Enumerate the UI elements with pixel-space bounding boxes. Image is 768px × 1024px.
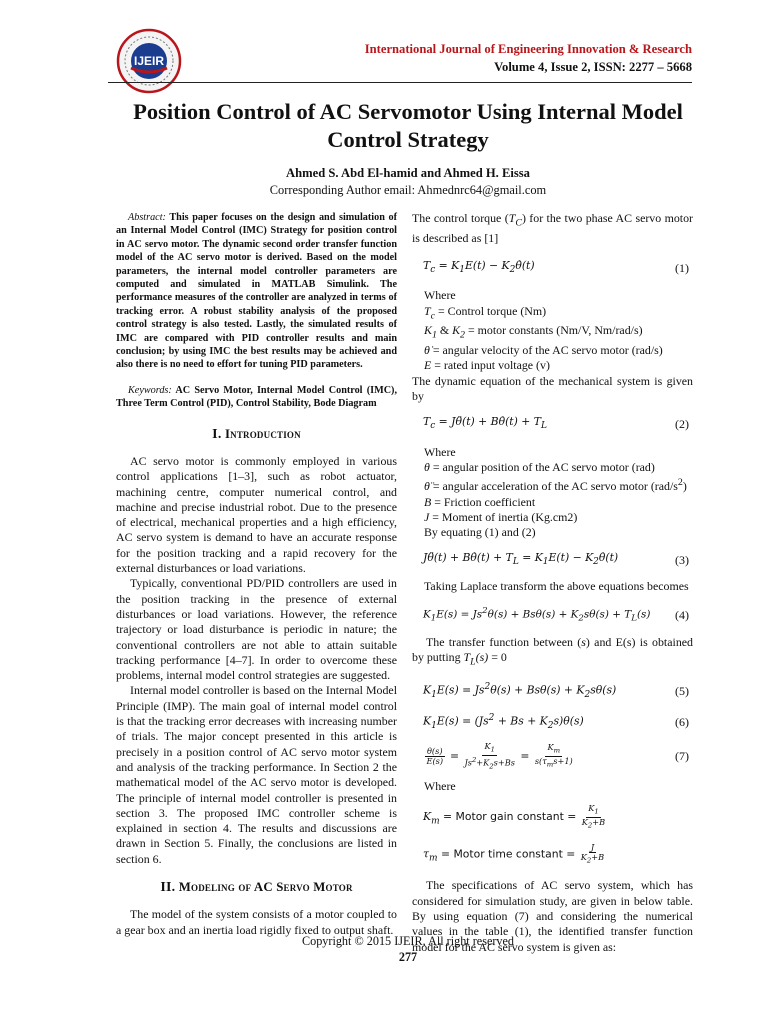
torque-intro-paragraph: The control torque $(T_C)$ for the two phase AC servo motor is described as [1] xyxy=(412,211,694,245)
journal-name: International Journal of Engineering Innovation & Research xyxy=(364,42,692,56)
equation-2: $T_c$ = Jθ̈(t) + Bθ̇(t) + $T_L$ (2) xyxy=(423,415,689,432)
specifications-paragraph: The specifications of AC servo system, which has considered for simulation study, are given in below table. By using equation (7) and considering the numerical values in the table (1), the identified transfer function model for the AC servo system is given as: xyxy=(412,878,693,954)
page-number: 277 xyxy=(398,950,418,964)
section-heading-modeling: II. Modeling of AC Servo Motor xyxy=(160,880,353,895)
modeling-paragraph: The model of the system consists of a motor coupled to a gear box and an inertia load rigidly fixed to output shaft. xyxy=(116,907,397,937)
equation-3: Jθ̈(t) + Bθ̇(t) + $T_L = K_1E(t)$ − $K_2\thetȧ(t)$ (3) xyxy=(423,551,689,568)
right-column xyxy=(412,211,693,955)
definitions-2: Where θ = angular position of the AC servo motor (rad) θ̈ = angular acceleration of the AC servo motor $(rad/s^2)$ B = Friction coefficient J = Moment of inertia (Kg.cm2) By equating (1) and (2) xyxy=(424,444,687,540)
equation-5: $K_1E(s) = Js^2\theta(s) + Bs\theta(s) + K_2s\theta(s)$ (5) xyxy=(423,682,689,700)
journal-logo xyxy=(116,28,182,94)
intro-paragraph: AC servo motor is commonly employed in various control applications [1–3], such as robot actuator, machining centre, computer numerical control, and machine and precise industrial robot. Due to the presence of electrical, mechanical properties and a high efficiency, AC servo system is demand to have an accurate response for the position tracking and a rapid recovery for the external disturbances or load variations. xyxy=(116,453,397,576)
laplace-paragraph: Taking Laplace transform the above equations becomes xyxy=(424,578,689,593)
corresponding-author: Corresponding Author email: Ahmednrc64@gmail.com xyxy=(269,183,547,197)
motor-gain-equation: $K_m$ = Motor gain constant = $\frac{K_1}{K_2+B}$ xyxy=(423,803,606,830)
where-3: Where xyxy=(424,779,456,794)
paper-title: Position Control of AC Servomotor Using Internal Model Control Strategy xyxy=(133,99,683,152)
motor-time-equation: $\tau_m$ = Motor time constant = $\frac{J}{K_2+B}$ xyxy=(423,841,605,865)
logo-text: IJEIR xyxy=(133,54,165,68)
header-rule xyxy=(108,82,692,83)
equation-6: $K_1E(s) = (Js^2 + Bs + K_2s)\theta(s)$ (6) xyxy=(423,713,689,731)
dynamic-eq-paragraph: The dynamic equation of the mechanical system is given by xyxy=(412,373,693,403)
abstract xyxy=(116,211,397,372)
abstract-text: This paper focuses on the design and simulation of an Internal Model Control (IMC) Strategy for position control in AC servo motor. The dynamic second order transfer function model of the AC servo motor is derived. Based on the model parameters, the internal model controller parameters are computed and simulated in MATLAB Simulink. The performance measures of the controller are analyzed in terms of tracking error. A robust stability analysis of the proposed control strategy is also tested. Lastly, the simulated results of IMC are compared with PID controller results and main conclusion; by using IMC the best results may be achieved and also there is no need to effort for tuning PID parameters. xyxy=(116,212,397,371)
copyright-notice: Copyright © 2015 IJEIR, All right reserved xyxy=(301,934,515,948)
transfer-function-paragraph: The transfer function between (s) and E(s) is obtained by putting $T_L(s) = 0$ xyxy=(412,635,693,668)
equation-7: $\frac{\theta(s)}{E(s)}$ = $\frac{K_1}{Js^2+K_2s+Bs}$ = $K_m$ $s(\tau_ms+1)$ (7) xyxy=(426,741,689,771)
keywords xyxy=(116,384,397,411)
keywords-text: AC Servo Motor, Internal Model Control (IMC), Three Term Control (PID), Control Stability, Bode Diagram xyxy=(116,384,397,410)
abstract-label: Abstract: xyxy=(128,212,166,223)
section-heading-introduction: I. Introduction xyxy=(212,426,301,442)
equation-4: $K_1E(s) = Js^2\theta(s) + Bs\theta(s) + K_2s\theta(s) + T_L(s)$ (4) xyxy=(423,606,689,624)
left-column xyxy=(116,211,397,938)
paper-authors: Ahmed S. Abd El-hamid and Ahmed H. Eissa xyxy=(286,166,530,180)
definitions-1: Where $T_c$ = Control torque (Nm) $K_1$ & $K_2$ = motor constants (Nm/V, Nm/rad/s) θ̇ = angular velocity of the AC servo motor (rad/s) E = rated input voltage (v) xyxy=(424,288,663,373)
intro-paragraph: Internal model controller is based on the Internal Model Principle (IMP). The main goal of internal model control is that the tracking error decreases with increasing number of trials. The major concept presented in this article is precisely in a position control of AC servo motor system and analysis of the tracking performance. In Section 2 the mathematical model of the AC servo motor is developed. The principle of internal model controller is presented in section 3. The proposed IMC controller scheme is explained in section 4. The results and discussions are drawn in Section 5. Finally, the conclusions are listed in section 6. xyxy=(116,683,397,866)
keywords-label: Keywords: xyxy=(128,384,172,396)
journal-volume: Volume 4, Issue 2, ISSN: 2277 – 5668 xyxy=(494,60,692,74)
intro-paragraph: Typically, conventional PD/PID controllers are used in the position tracking in the presence of external disturbances or load variations. However, the reference trajectory or load disturbance is periodic in nature; the conventional controllers are not able to attain suitable tracking performance [4–7]. In order to overcome these problems, internal model control strategies are suggested. xyxy=(116,576,397,683)
equation-1: $T_c = K_1E(t)$ − $K_2\thetȧ(t)$ (1) xyxy=(423,258,689,276)
